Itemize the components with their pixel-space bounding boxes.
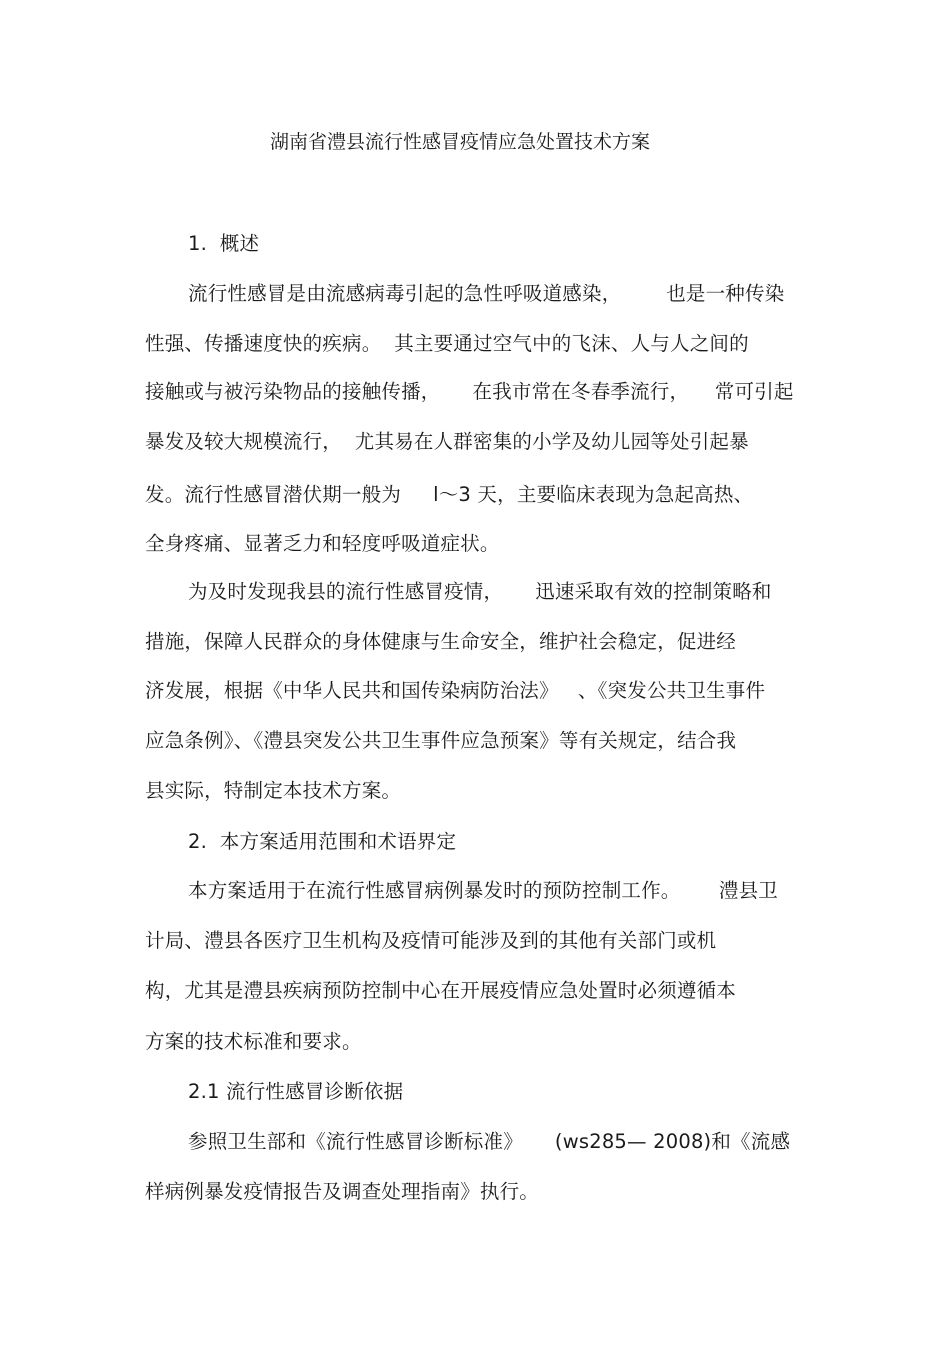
subsection-heading-diagnosis: 2.1 流行性感冒诊断依据 bbox=[188, 1080, 404, 1103]
paragraph-line: 全身疼痛、显著乏力和轻度呼吸道症状。 bbox=[145, 532, 500, 555]
paragraph-line: 接触或与被污染物品的接触传播， 在我市常在冬春季流行， 常可引起 bbox=[145, 380, 794, 403]
paragraph-line: 本方案适用于在流行性感冒病例暴发时的预防控制工作。 澧县卫 bbox=[188, 879, 778, 902]
paragraph-line: 发。流行性感冒潜伏期一般为 l～3 天，主要临床表现为急起高热、 bbox=[145, 483, 754, 506]
paragraph-line: 计局、澧县各医疗卫生机构及疫情可能涉及到的其他有关部门或机 bbox=[145, 929, 717, 952]
paragraph-line: 县实际，特制定本技术方案。 bbox=[145, 779, 402, 802]
document-title: 湖南省澧县流行性感冒疫情应急处置技术方案 bbox=[269, 131, 650, 153]
paragraph-line: 措施，保障人民群众的身体健康与生命安全，维护社会稳定，促进经 bbox=[145, 630, 737, 653]
section-heading-scope: 2. 本方案适用范围和术语界定 bbox=[188, 830, 457, 853]
paragraph-line: 应急条例》、《澧县突发公共卫生事件应急预案》等有关规定，结合我 bbox=[145, 729, 737, 752]
paragraph-line: 方案的技术标准和要求。 bbox=[145, 1030, 362, 1053]
paragraph-line: 构，尤其是澧县疾病预防控制中心在开展疫情应急处置时必须遵循本 bbox=[145, 979, 737, 1002]
paragraph-line: 暴发及较大规模流行， 尤其易在人群密集的小学及幼儿园等处引起暴 bbox=[145, 430, 749, 453]
paragraph-line: 济发展，根据《中华人民共和国传染病防治法》 、《突发公共卫生事件 bbox=[145, 679, 766, 702]
paragraph-line: 参照卫生部和《流行性感冒诊断标准》 (ws285— 2008)和《流感 bbox=[188, 1130, 791, 1153]
paragraph-line: 样病例暴发疫情报告及调查处理指南》执行。 bbox=[145, 1180, 540, 1203]
paragraph-line: 流行性感冒是由流感病毒引起的急性呼吸道感染， 也是一种传染 bbox=[188, 282, 785, 305]
paragraph-line: 为及时发现我县的流行性感冒疫情， 迅速采取有效的控制策略和 bbox=[188, 580, 772, 603]
section-heading-overview: 1. 概述 bbox=[188, 232, 260, 255]
paragraph-line: 性强、传播速度快的疾病。 其主要通过空气中的飞沫、人与人之间的 bbox=[145, 332, 749, 355]
